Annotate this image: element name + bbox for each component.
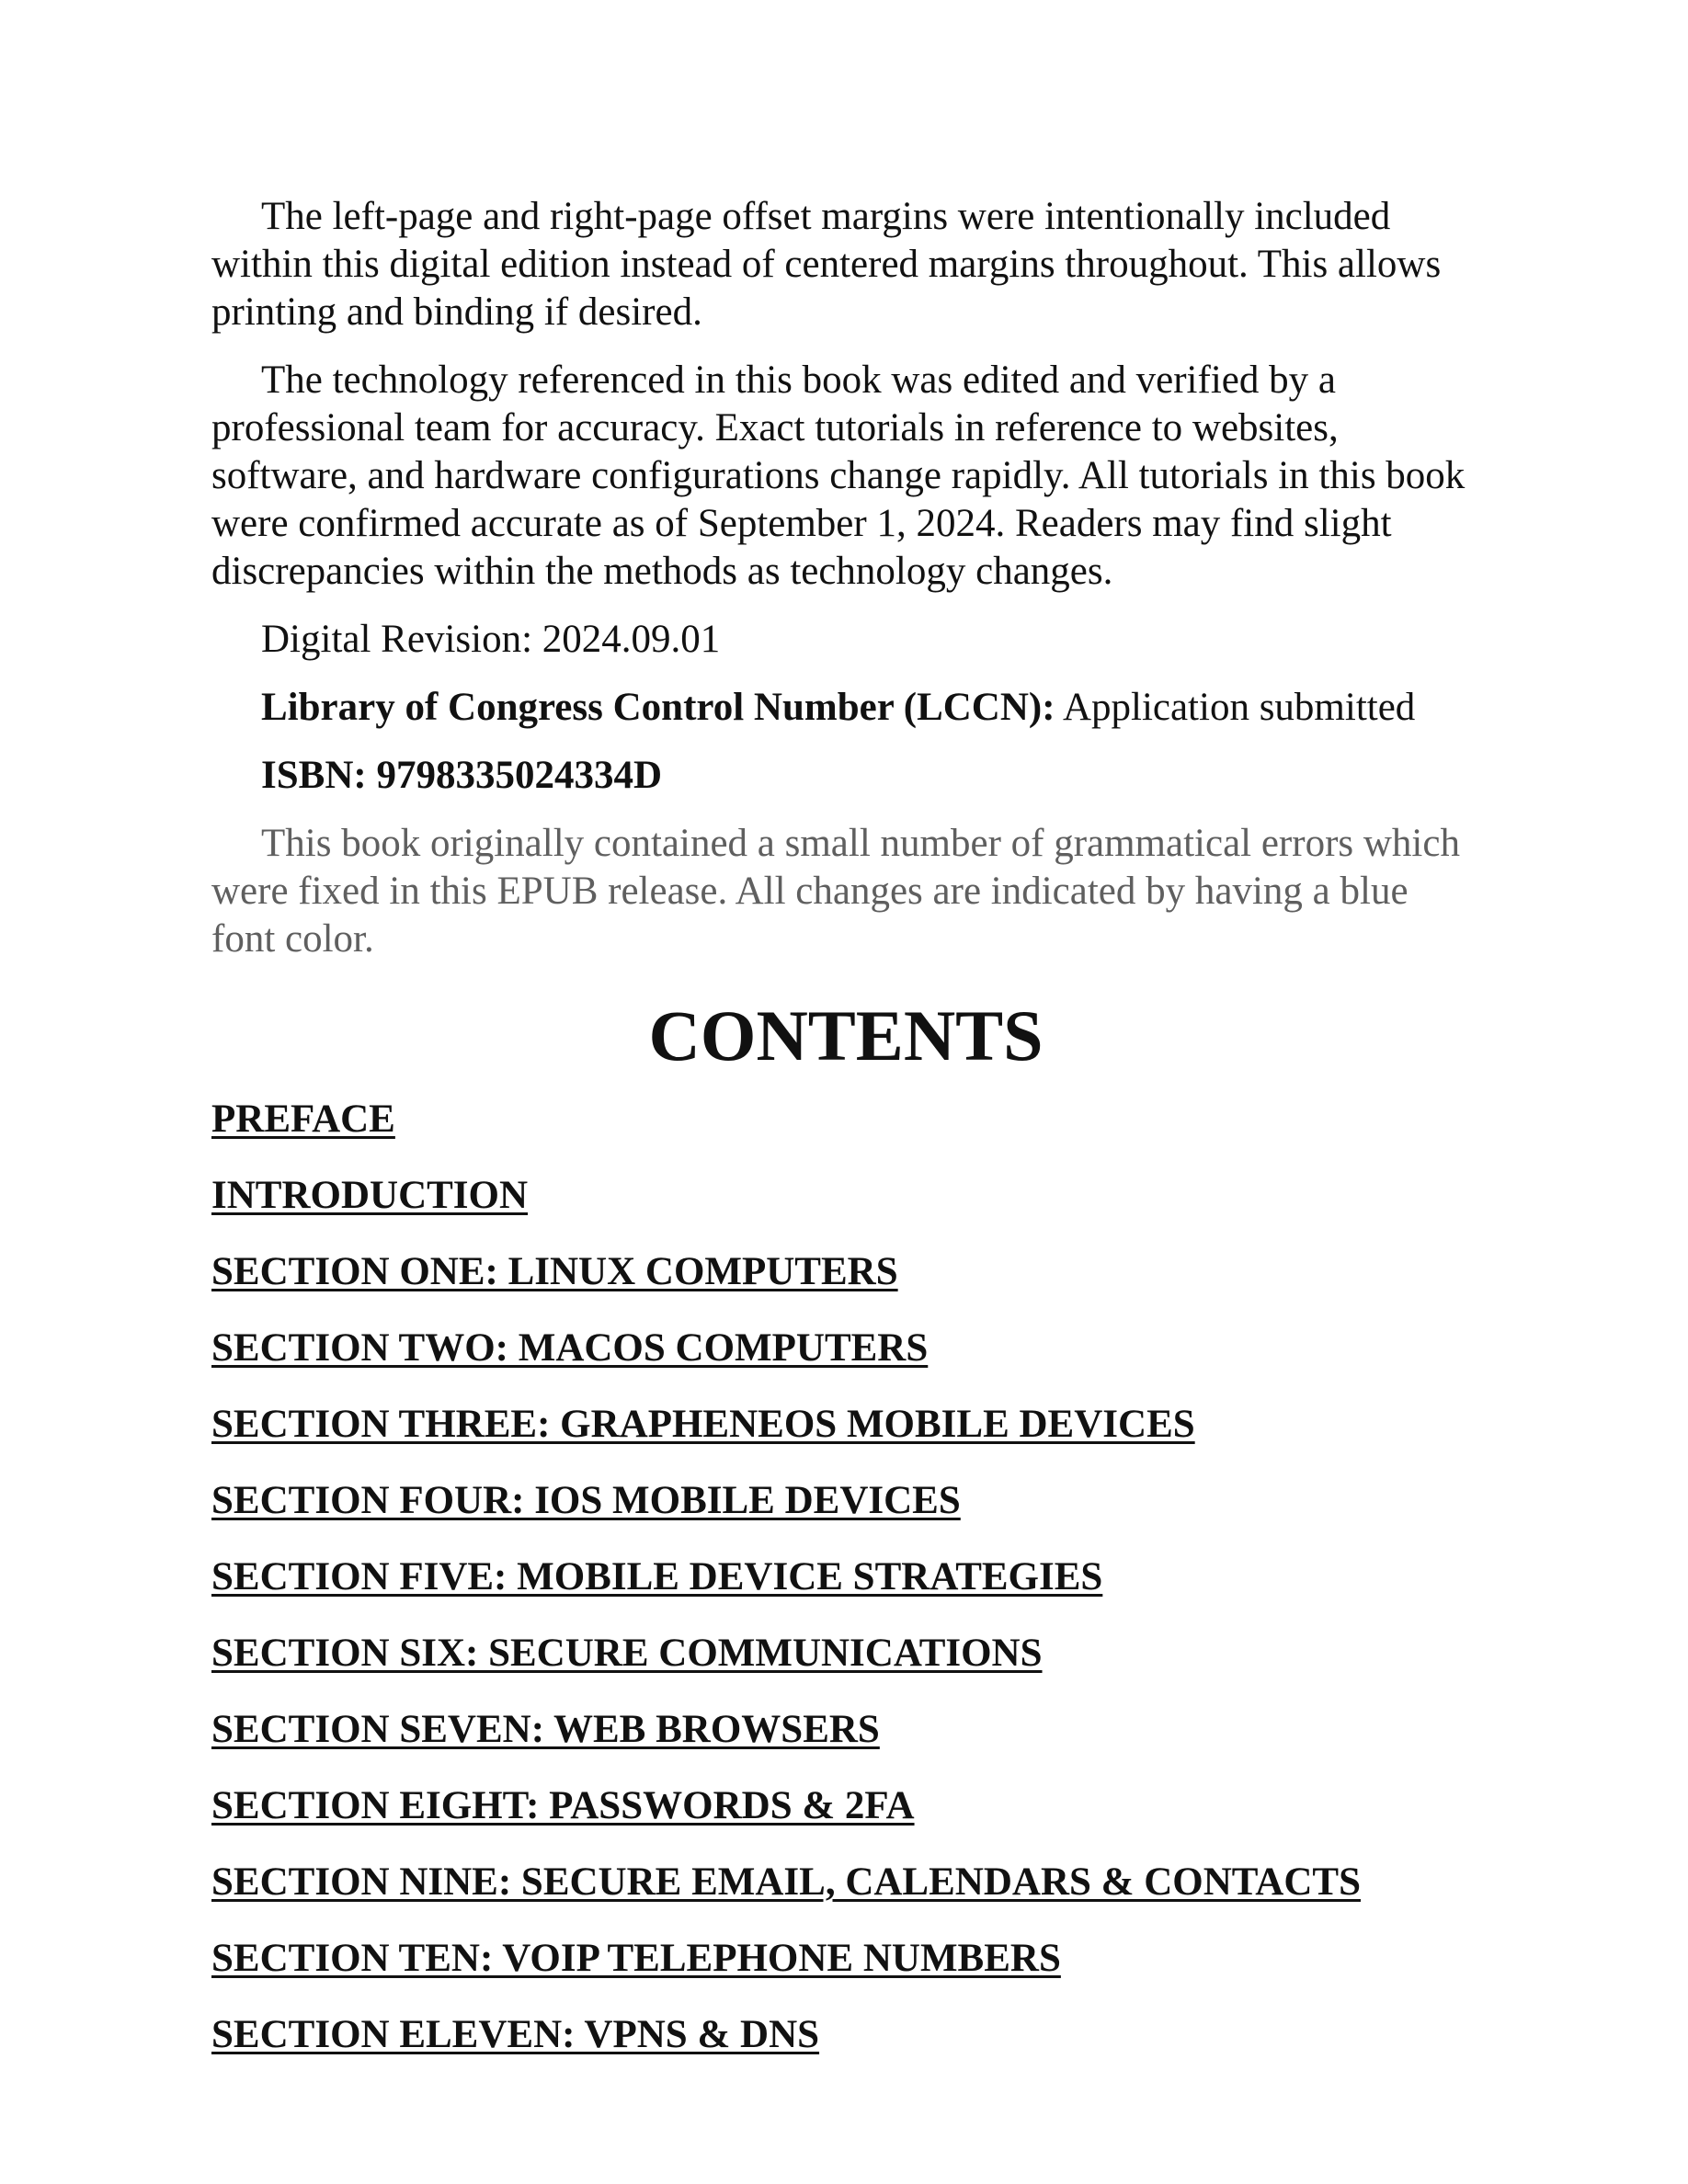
toc-item <box>211 1935 1480 1990</box>
toc-item <box>211 1859 1480 1914</box>
book-page <box>211 193 1480 2087</box>
toc-item <box>211 1325 1480 1380</box>
toc-link-section-six[interactable]: SECTION SIX: SECURE COMMUNICATIONS <box>211 1632 1043 1675</box>
toc-link-section-eleven[interactable]: SECTION ELEVEN: VPNS & DNS <box>211 2013 820 2056</box>
toc-link-preface[interactable]: PREFACE <box>211 1098 395 1141</box>
toc-item <box>211 1401 1480 1456</box>
toc-item <box>211 2011 1480 2066</box>
toc-link-section-two[interactable]: SECTION TWO: MACOS COMPUTERS <box>211 1326 929 1370</box>
toc-link-section-eight[interactable]: SECTION EIGHT: PASSWORDS & 2FA <box>211 1784 915 1827</box>
toc-item <box>211 1172 1480 1227</box>
lccn-label: Library of Congress Control Number (LCCN): <box>261 686 1055 729</box>
technology-note-paragraph: The technology referenced in this book was edited and verified by a professional team for accuracy. Exact tutorials in reference to websites, software, and hardware configurations change rapidly. All tutorials in this book were confirmed accurate as of September 1, 2024. Readers may find slight discrepancies within the methods as technology changes. <box>211 358 1466 593</box>
lccn-value: Application submitted <box>1055 686 1416 729</box>
toc-item <box>211 1553 1480 1609</box>
toc-link-section-three[interactable]: SECTION THREE: GRAPHENEOS MOBILE DEVICES <box>211 1403 1195 1446</box>
toc-item <box>211 1706 1480 1761</box>
toc-item <box>211 1477 1480 1532</box>
lccn-line <box>211 684 1480 732</box>
toc-item <box>211 1248 1480 1303</box>
margins-note-paragraph: The left-page and right-page offset margins were intentionally included within this digital edition instead of centered margins throughout. This allows printing and binding if desired. <box>211 195 1442 334</box>
toc-link-section-ten[interactable]: SECTION TEN: VOIP TELEPHONE NUMBERS <box>211 1937 1061 1980</box>
contents-heading: CONTENTS <box>648 995 1044 1075</box>
toc-link-introduction[interactable]: INTRODUCTION <box>211 1174 529 1217</box>
errata-note-paragraph: This book originally contained a small number of grammatical errors which were fixed in this EPUB release. All changes are indicated by having a blue font color. <box>211 822 1460 961</box>
toc-link-section-seven[interactable]: SECTION SEVEN: WEB BROWSERS <box>211 1708 880 1751</box>
toc-item <box>211 1630 1480 1685</box>
table-of-contents <box>211 1096 1480 2066</box>
toc-link-section-five[interactable]: SECTION FIVE: MOBILE DEVICE STRATEGIES <box>211 1555 1103 1598</box>
toc-link-section-one[interactable]: SECTION ONE: LINUX COMPUTERS <box>211 1250 898 1293</box>
toc-link-section-nine[interactable]: SECTION NINE: SECURE EMAIL, CALENDARS & CONTACTS <box>211 1860 1361 1904</box>
digital-revision: Digital Revision: 2024.09.01 <box>261 618 721 661</box>
isbn-line: ISBN: 9798335024334D <box>261 754 663 797</box>
toc-link-section-four[interactable]: SECTION FOUR: IOS MOBILE DEVICES <box>211 1479 961 1522</box>
toc-item <box>211 1096 1480 1151</box>
toc-item <box>211 1782 1480 1837</box>
